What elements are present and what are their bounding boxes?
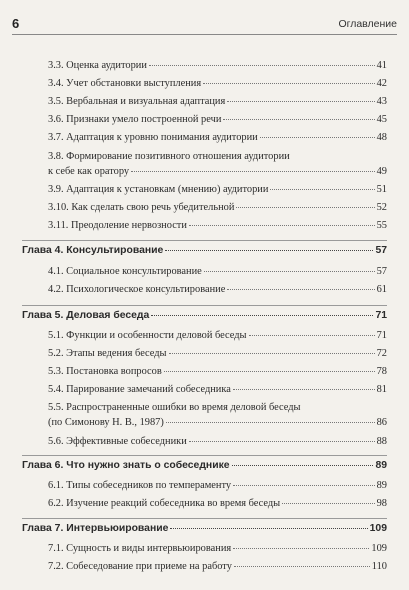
- toc-entry-title: 3.6. Признаки умело построенной речи: [48, 114, 222, 125]
- chapter-divider: [22, 305, 387, 306]
- dot-leader: [249, 335, 375, 336]
- toc-entry-page: 88: [376, 436, 387, 447]
- running-title: Оглавление: [338, 18, 397, 30]
- toc-chapter-7[interactable]: [22, 523, 387, 535]
- dot-leader: [189, 225, 375, 226]
- toc-entry-title: 7.1. Сущность и виды интервьюирования: [48, 543, 232, 554]
- toc-entry-title-line2: к себе как оратору: [48, 166, 130, 177]
- toc-entry-3-4[interactable]: [48, 78, 387, 90]
- dot-leader: [166, 422, 375, 423]
- toc-entry-page: 98: [376, 498, 387, 509]
- toc-entry-title: 3.7. Адаптация к уровню понимания аудитории: [48, 132, 258, 143]
- header-rule: [12, 34, 397, 35]
- toc-entry-page: 49: [376, 166, 387, 177]
- toc-entry-page: 72: [376, 348, 387, 359]
- chapter-page: 57: [375, 245, 387, 256]
- toc-entry-4-1[interactable]: [48, 266, 387, 278]
- toc-entry-page: 61: [376, 284, 387, 295]
- toc-entry-title: 4.1. Социальное консультирование: [48, 266, 202, 277]
- toc-entry-title-line1: 5.5. Распространенные ошибки во время деловой беседы: [48, 402, 301, 413]
- chapter-divider: [22, 240, 387, 241]
- dot-leader: [170, 528, 367, 529]
- toc-entry-page: 52: [376, 202, 387, 213]
- page-number: 6: [12, 16, 20, 31]
- dot-leader: [232, 465, 374, 466]
- toc-entry-3-11[interactable]: [48, 220, 387, 232]
- dot-leader: [204, 271, 375, 272]
- toc-entry-title: 5.1. Функции и особенности деловой беседы: [48, 330, 247, 341]
- toc-entry-page: 57: [376, 266, 387, 277]
- chapter-page: 109: [369, 523, 387, 534]
- toc-entry-title: 5.4. Парирование замечаний собеседника: [48, 384, 231, 395]
- toc-entry-page: 51: [376, 184, 387, 195]
- toc-entry-page: 78: [376, 366, 387, 377]
- chapter-title: Глава 5. Деловая беседа: [22, 310, 150, 321]
- toc-entry-title-line2: (по Симонову Н. В., 1987): [48, 417, 164, 428]
- dot-leader: [270, 189, 374, 190]
- dot-leader: [227, 289, 374, 290]
- dot-leader: [164, 371, 375, 372]
- toc-entry-3-7[interactable]: [48, 132, 387, 144]
- toc-entry-5-4[interactable]: [48, 384, 387, 396]
- toc-entry-title: 5.3. Постановка вопросов: [48, 366, 162, 377]
- toc-entry-page: 55: [376, 220, 387, 231]
- toc-entry-5-2[interactable]: [48, 348, 387, 360]
- toc-entry-4-2[interactable]: [48, 284, 387, 296]
- toc-entry-title: 4.2. Психологическое консультирование: [48, 284, 226, 295]
- dot-leader: [223, 119, 374, 120]
- dot-leader: [149, 65, 375, 66]
- toc-entry-7-1[interactable]: [48, 543, 387, 555]
- dot-leader: [282, 503, 374, 504]
- dot-leader: [234, 566, 370, 567]
- chapter-divider: [22, 455, 387, 456]
- toc-entry-3-9[interactable]: [48, 184, 387, 196]
- chapter-page: 71: [375, 310, 387, 321]
- dot-leader: [233, 485, 375, 486]
- toc-entry-title-line1: 3.8. Формирование позитивного отношения аудитории: [48, 151, 290, 162]
- toc-entry-title: 6.2. Изучение реакций собеседника во время беседы: [48, 498, 281, 509]
- toc-entry-page: 81: [376, 384, 387, 395]
- toc-entry-page: 45: [376, 114, 387, 125]
- toc-entry-page: 41: [376, 60, 387, 71]
- dot-leader: [203, 83, 374, 84]
- toc-entry-page: 89: [376, 480, 387, 491]
- chapter-title: Глава 7. Интервьюирование: [22, 523, 169, 534]
- toc-entry-title: 3.3. Оценка аудитории: [48, 60, 147, 71]
- dot-leader: [260, 137, 375, 138]
- dot-leader: [189, 441, 375, 442]
- toc-chapter-6[interactable]: [22, 460, 387, 472]
- toc-entry-title: 3.4. Учет обстановки выступления: [48, 78, 202, 89]
- dot-leader: [165, 250, 373, 251]
- toc-entry-title: 3.11. Преодоление нервозности: [48, 220, 187, 231]
- toc-entry-6-2[interactable]: [48, 498, 387, 510]
- dot-leader: [233, 548, 369, 549]
- toc-entry-title: 3.10. Как сделать свою речь убедительной: [48, 202, 235, 213]
- toc-entry-3-10[interactable]: [48, 202, 387, 214]
- dot-leader: [169, 353, 375, 354]
- toc-entry-page: 71: [376, 330, 387, 341]
- toc-entry-title: 6.1. Типы собеседников по темпераменту: [48, 480, 232, 491]
- toc-entry-page: 86: [376, 417, 387, 428]
- toc-entry-3-3[interactable]: [48, 60, 387, 72]
- toc-entry-page: 109: [371, 543, 387, 554]
- toc-entry-5-1[interactable]: [48, 330, 387, 342]
- toc-entry-title: 5.6. Эффективные собеседники: [48, 436, 187, 447]
- toc-entry-title: 5.2. Этапы ведения беседы: [48, 348, 167, 359]
- chapter-title: Глава 4. Консультирование: [22, 245, 164, 256]
- toc-chapter-4[interactable]: [22, 245, 387, 257]
- toc-entry-3-8[interactable]: [48, 149, 387, 179]
- page-header: [12, 14, 397, 36]
- toc-entry-title: 7.2. Собеседование при приеме на работу: [48, 561, 232, 572]
- toc-entry-title: 3.5. Вербальная и визуальная адаптация: [48, 96, 226, 107]
- dot-leader: [131, 171, 375, 172]
- toc-entry-5-5[interactable]: [48, 400, 387, 430]
- dot-leader: [233, 389, 375, 390]
- toc-entry-3-6[interactable]: [48, 114, 387, 126]
- toc-entry-page: 43: [376, 96, 387, 107]
- toc-entry-title: 3.9. Адаптация к установкам (мнению) аудитории: [48, 184, 269, 195]
- chapter-page: 89: [375, 460, 387, 471]
- toc-chapter-5[interactable]: [22, 310, 387, 322]
- dot-leader: [227, 101, 374, 102]
- toc-entry-5-6[interactable]: [48, 436, 387, 448]
- chapter-divider: [22, 518, 387, 519]
- toc-entry-7-2[interactable]: [48, 561, 387, 573]
- toc-entry-page: 110: [371, 561, 387, 572]
- dot-leader: [151, 315, 373, 316]
- dot-leader: [236, 207, 374, 208]
- toc-entry-5-3[interactable]: [48, 366, 387, 378]
- toc-entry-page: 42: [376, 78, 387, 89]
- toc-entry-6-1[interactable]: [48, 480, 387, 492]
- chapter-title: Глава 6. Что нужно знать о собеседнике: [22, 460, 230, 471]
- toc-entry-page: 48: [376, 132, 387, 143]
- toc-entry-3-5[interactable]: [48, 96, 387, 108]
